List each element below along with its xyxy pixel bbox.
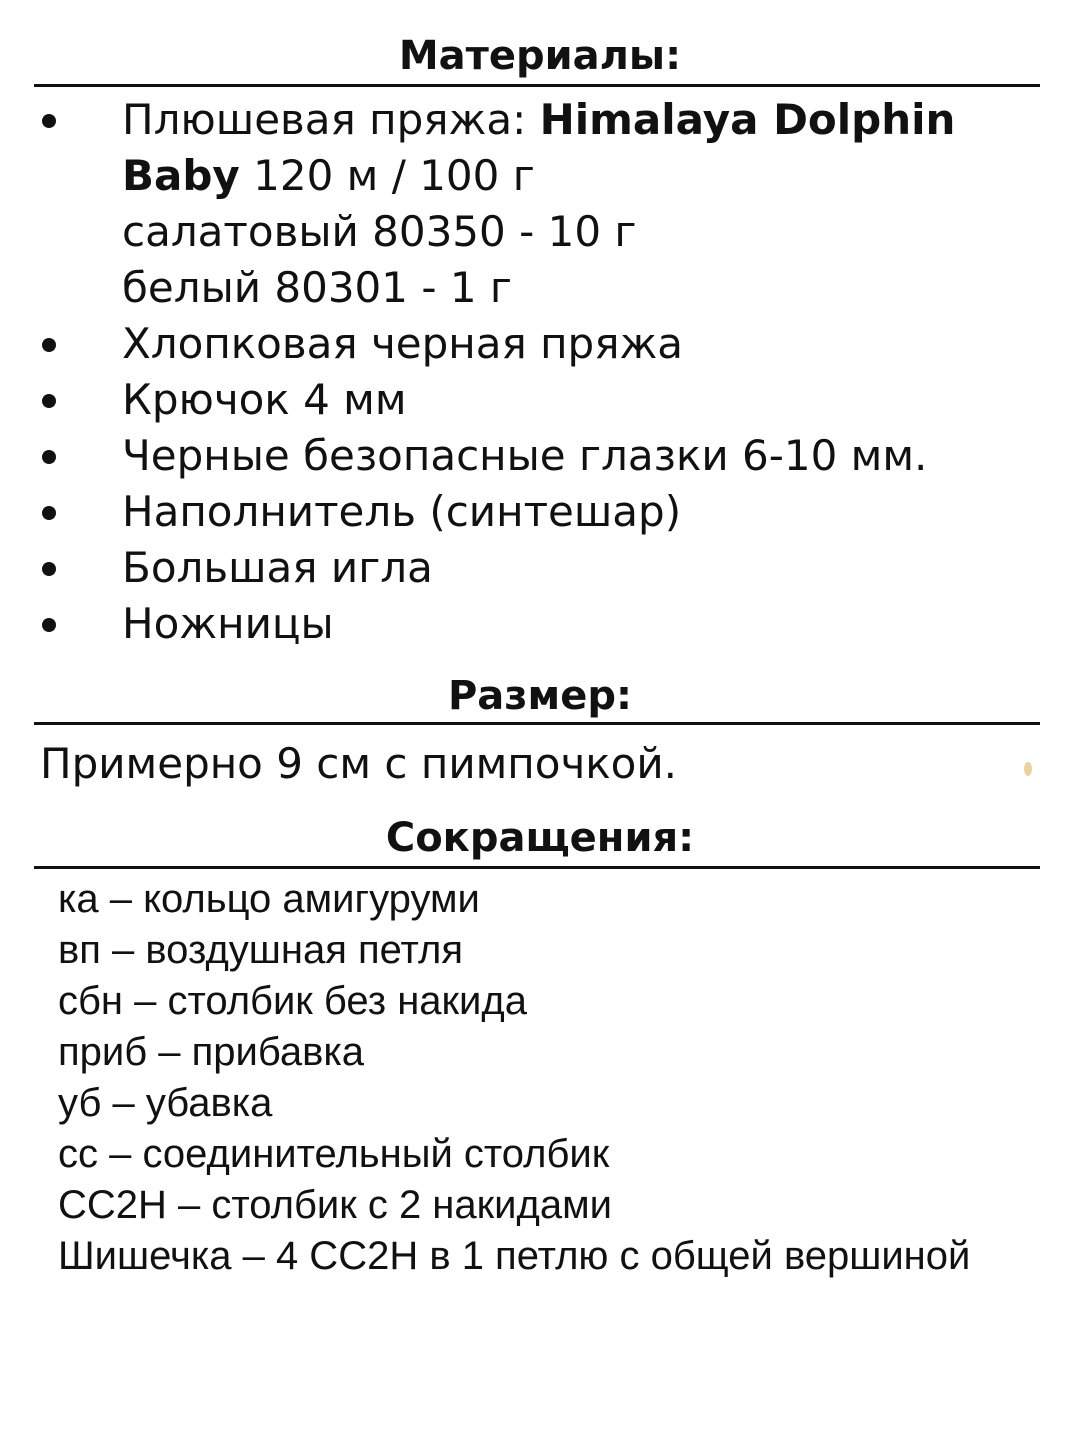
bullet-icon: [42, 394, 56, 408]
yarn-prefix: Плюшевая пряжа:: [122, 95, 540, 144]
bullet-icon: [42, 450, 56, 464]
material-item: Черные безопасные глазки 6-10 мм.: [122, 431, 928, 480]
list-item: приб – прибавка: [58, 1030, 364, 1074]
smudge-mark: [1024, 762, 1032, 776]
bullet-icon: [42, 618, 56, 632]
materials-heading: Материалы:: [398, 33, 682, 79]
yarn-color-green: салатовый 80350 - 10 г: [122, 207, 637, 256]
list-item: [0, 316, 1080, 372]
abbreviations-heading: Сокращения:: [385, 815, 695, 861]
abbreviations-list: [58, 874, 1018, 1282]
bullet-icon: [42, 562, 56, 576]
bullet-icon: [42, 338, 56, 352]
list-item: вп – воздушная петля: [58, 928, 463, 972]
list-item: [0, 540, 1080, 596]
list-item: СС2Н – столбик с 2 накидами: [58, 1183, 612, 1227]
size-divider: [34, 722, 1040, 725]
list-item: [0, 428, 1080, 484]
size-text: Примерно 9 см с пимпочкой.: [40, 739, 677, 788]
list-item-yarn: [0, 92, 1080, 316]
bullet-icon: [42, 114, 56, 128]
list-item: [0, 372, 1080, 428]
yarn-brand-line1: Himalaya Dolphin: [539, 95, 956, 144]
list-item: Шишечка – 4 СС2Н в 1 петлю с общей вершиной: [58, 1234, 971, 1278]
materials-divider: [34, 84, 1040, 87]
yarn-color-white: белый 80301 - 1 г: [122, 263, 512, 312]
yarn-spec: 120 м / 100 г: [239, 151, 535, 200]
list-item: [0, 484, 1080, 540]
materials-list: [0, 92, 1080, 652]
bullet-icon: [42, 506, 56, 520]
material-item: Большая игла: [122, 543, 433, 592]
list-item: ка – кольцо амигуруми: [58, 877, 480, 921]
material-item: Наполнитель (синтешар): [122, 487, 682, 536]
yarn-brand-line2: Baby: [122, 151, 240, 200]
size-heading: Размер:: [447, 673, 632, 719]
list-item: [0, 596, 1080, 652]
list-item: сс – соединительный столбик: [58, 1132, 610, 1176]
list-item: уб – убавка: [58, 1081, 273, 1125]
abbreviations-divider: [34, 866, 1040, 869]
list-item: сбн – столбик без накида: [58, 979, 527, 1023]
material-item: Крючок 4 мм: [122, 375, 407, 424]
material-item: Хлопковая черная пряжа: [122, 319, 684, 368]
material-item: Ножницы: [122, 599, 334, 648]
